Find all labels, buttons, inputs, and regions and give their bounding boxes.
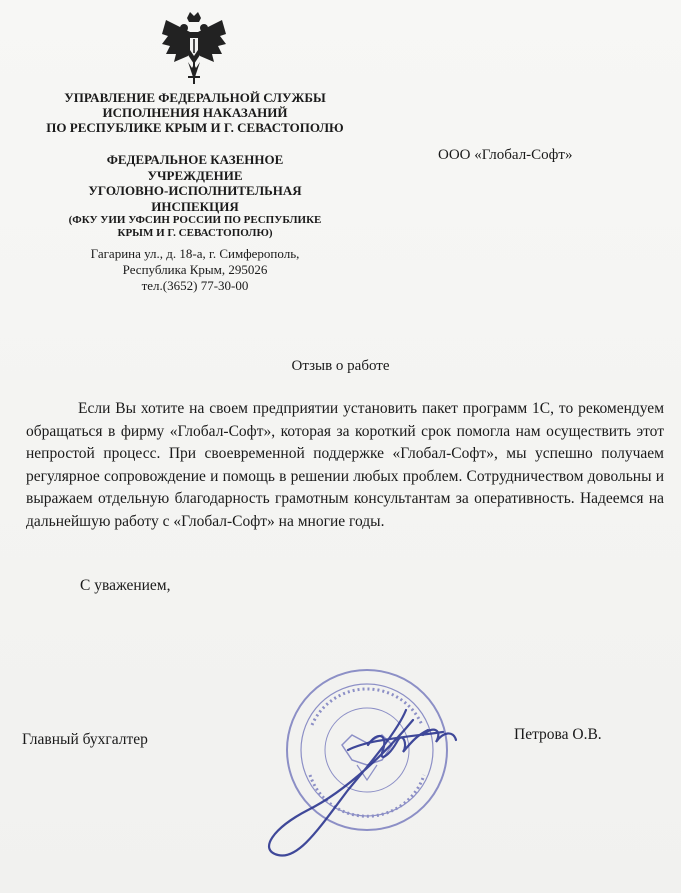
recipient: ООО «Глобал-Софт» [438,147,573,163]
address-line: Республика Крым, 295026 [122,262,268,277]
handwritten-signature [238,690,498,860]
signer-name: Петрова О.В. [514,726,602,743]
org-line: ПО РЕСПУБЛИКЕ КРЫМ И Г. СЕВАСТОПОЛЮ [46,120,344,135]
institution-line: УГОЛОВНО-ИСПОЛНИТЕЛЬНАЯ [88,183,302,198]
document-title: Отзыв о работе [291,358,390,374]
institution-address [20,246,370,294]
org-line: ИСПОЛНЕНИЯ НАКАЗАНИЙ [102,105,288,120]
institution-abbr: (ФКУ УИИ УФСИН РОССИИ ПО РЕСПУБЛИКЕ [68,214,322,226]
letter-body: Если Вы хотите на своем предприятии установить пакет программ 1С, то рекомендуем обращаться в фирму «Глобал-Софт», которая за короткий срок помогла нам осуществить этот непростой процесс. При своевременной поддержке «Глобал-Софт», мы успешно получаем регулярное сопровождение и помощь в решении любых проблем. Сотрудничеством довольны и выражаем отдельную благодарность грамотным консультантам за оперативность. Надеемся на дальнейшую работу с «Глобал-Софт» на многие годы. [26,400,664,530]
institution-line: ФЕДЕРАЛЬНОЕ КАЗЕННОЕ [106,152,284,167]
org-line: УПРАВЛЕНИЕ ФЕДЕРАЛЬНОЙ СЛУЖБЫ [64,90,326,105]
organization-header [20,90,370,135]
closing: С уважением, [80,577,171,594]
signer-role: Главный бухгалтер [22,731,148,748]
institution-line: ИНСПЕКЦИЯ [151,198,239,214]
institution-name [20,152,370,240]
phone-line: тел.(3652) 77-30-00 [141,278,249,293]
fsin-emblem-icon [160,12,228,92]
address-line: Гагарина ул., д. 18-а, г. Симферополь, [90,246,300,261]
institution-line: УЧРЕЖДЕНИЕ [147,167,243,183]
institution-abbr: КРЫМ И Г. СЕВАСТОПОЛЮ) [117,227,273,239]
